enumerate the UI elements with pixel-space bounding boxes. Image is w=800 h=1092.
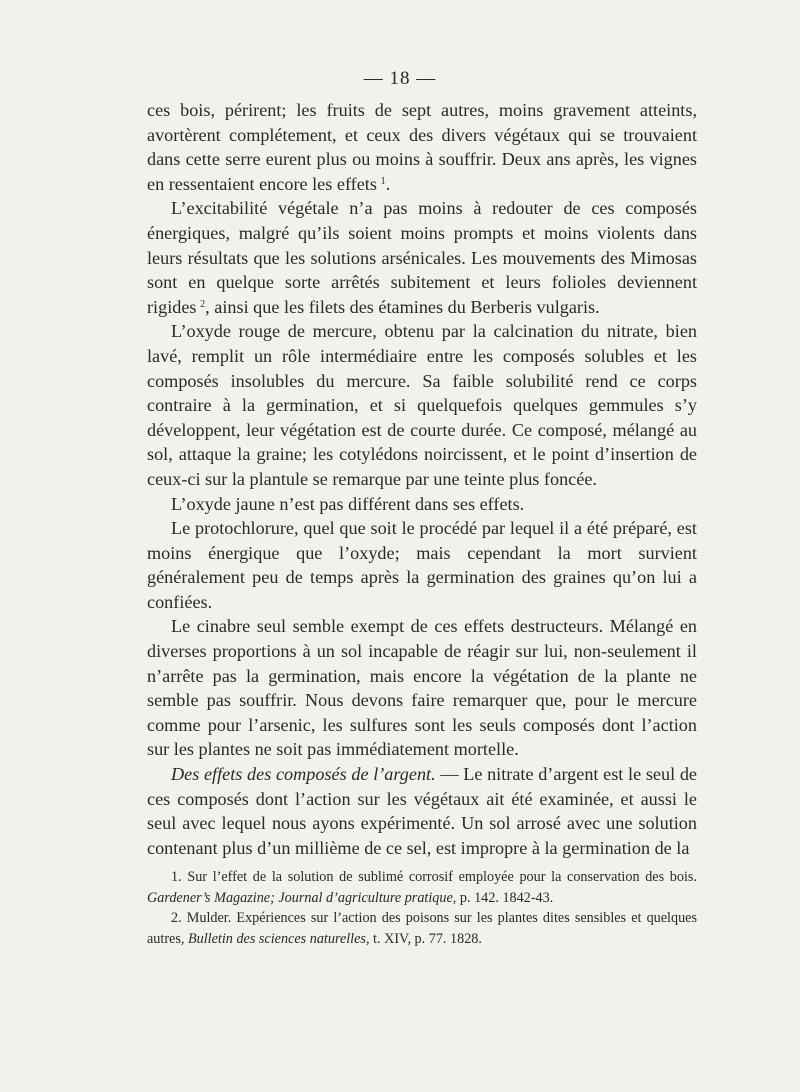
paragraph-4: L’oxyde jaune n’est pas différent dans ses effets. — [171, 493, 525, 514]
paragraph-2 — [147, 196, 697, 319]
paragraph-7-text: — Le nitrate d’argent est le seul de ces composés dont l’action sur les végétaux ait été examinée, et aussi le seul avec lequel nous ayons expérimenté. Un sol arrosé avec une solution contenant plus d’un millième de ce sel, est impropre à la germination de la — [147, 764, 697, 858]
footnote-ref-2[interactable]: 2 — [200, 298, 206, 310]
paragraph-2-tail: , ainsi que les filets des étamines du Berberis vulgaris. — [205, 296, 600, 317]
paragraph-1-tail: . — [385, 173, 391, 194]
paragraph-1 — [147, 98, 697, 196]
footnote-2-source: Bulletin des sciences naturelles — [187, 930, 366, 947]
footnotes — [147, 867, 697, 949]
paragraph-2-text: L’excitabilité végétale n’a pas moins à redouter de ces composés énergiques, malgré qu’ils soient moins prompts et moins violents dans leurs résultats que les solutions arsénicales. Les mouvements des Mimosas sont en quelque sorte arrêtés subitement et leurs folioles deviennent rigides — [147, 198, 697, 317]
body-text — [147, 98, 697, 860]
section-heading: Des effets des composés de l’argent. — [171, 764, 436, 785]
footnote-2-number: 2. — [171, 910, 182, 927]
paragraph-6: Le cinabre seul semble exempt de ces effets destructeurs. Mélangé en diverses proportions à un sol incapable de réagir sur lui, non-seulement il n’arrête pas la germination, mais encore la végétation de la plante ne semble pas souffrir. Nous devons faire remarquer que, pour le mercure comme pour l’arsenic, les sulfures sont les seuls composés dont l’action sur les plantes ne soit pas immédiatement mortelle. — [147, 616, 697, 760]
paragraph-5: Le protochlorure, quel que soit le procédé par lequel il a été préparé, est moins énergique que l’oxyde; mais cependant la mort survient généralement peu de temps après la germination des graines qu’on lui a confiées. — [147, 518, 697, 612]
footnote-2-ref: , t. XIV, p. 77. 1828. — [365, 930, 482, 947]
footnote-2 — [147, 908, 697, 949]
paragraph-7 — [147, 762, 697, 860]
paragraph-3: L’oxyde rouge de mercure, obtenu par la calcination du nitrate, bien lavé, remplit un rôle intermédiaire entre les composés solubles et les composés insolubles du mercure. Sa faible solubilité rend ce corps contraire à la germination, et si quelquefois quelques gemmules s’y développent, leur végétation est de courte durée. Ce composé, mélangé au sol, attaque la graine; les cotylédons noircissent, et le point d’insertion de ceux-ci sur la plantule se remarque par une teinte plus foncée. — [147, 321, 697, 489]
footnote-1-source: Gardener’s Magazine; Journal d’agriculture pratique — [147, 889, 453, 906]
footnote-2-text: Mulder. Expériences sur l’action des poisons sur les plantes dites sensibles et quelques autres, — [147, 910, 697, 947]
footnote-1-number: 1. — [171, 869, 182, 885]
page-number: — 18 — — [363, 68, 437, 89]
footnote-1 — [147, 867, 697, 908]
footnote-1-text: Sur l’effet de la solution de sublimé corrosif employée pour la conservation des bois. — [181, 869, 697, 885]
footnote-1-ref: , p. 142. 1842-43. — [452, 889, 554, 906]
footnote-ref-1[interactable]: 1 — [380, 175, 386, 187]
paragraph-1-text: ces bois, périrent; les fruits de sept autres, moins gravement atteints, avortèrent complétement, et ceux des divers végétaux qui se trouvaient dans cette serre eurent plus ou moins à souffrir. Deux ans après, les vignes en ressentaient encore les effets — [147, 100, 697, 194]
